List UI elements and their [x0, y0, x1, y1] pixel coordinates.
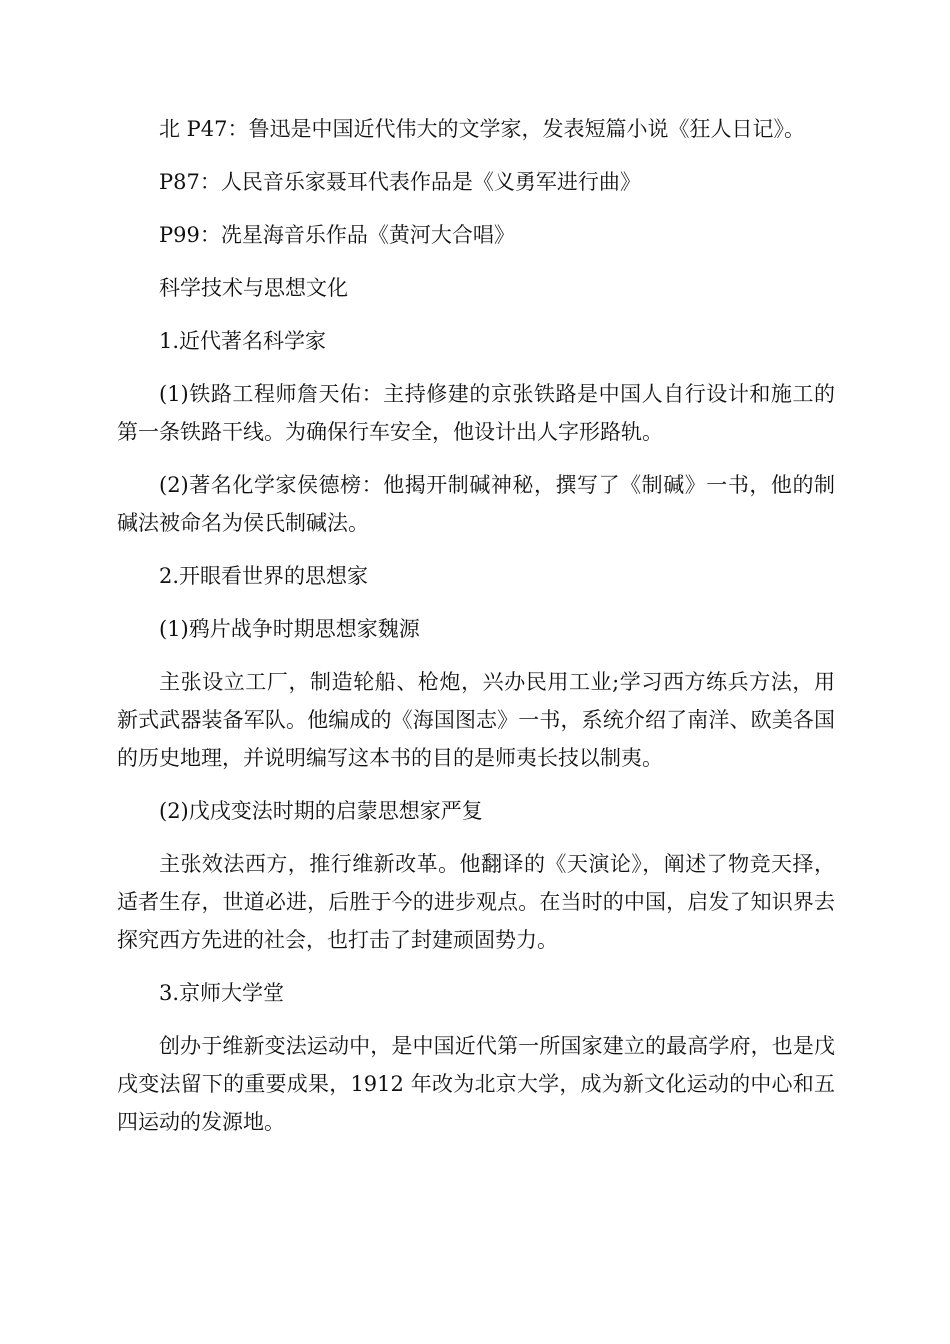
- subheading-jingshi-daxuetang: 3.京师大学堂: [159, 981, 285, 1005]
- paragraph-xianxinghai: P99：冼星海音乐作品《黄河大合唱》: [159, 223, 515, 247]
- paragraph-zhan-tianyou: (1)铁路工程师詹天佑：主持修建的京张铁路是中国人自行设计和施工的第一条铁路干线。为确保行车安全，他设计出人字形路轨。: [117, 382, 835, 444]
- subheading-wei-yuan: (1)鸦片战争时期思想家魏源: [159, 617, 420, 641]
- paragraph-yan-fu: 主张效法西方，推行维新改革。他翻译的《天演论》，阐述了物竞天择，适者生存，世道必进，后胜于今的进步观点。在当时的中国，启发了知识界去探究西方先进的社会，也打击了封建顽固势力。: [117, 852, 835, 952]
- paragraph-nieer: P87：人民音乐家聂耳代表作品是《义勇军进行曲》: [159, 170, 641, 194]
- subheading-yan-fu: (2)戊戌变法时期的启蒙思想家严复: [159, 799, 483, 823]
- paragraph-hou-debang: (2)著名化学家侯德榜：他揭开制碱神秘，撰写了《制碱》一书，他的制碱法被命名为侯氏制碱法。: [117, 473, 835, 535]
- paragraph-wei-yuan: 主张设立工厂，制造轮船、枪炮，兴办民用工业;学习西方练兵方法，用新式武器装备军队。他编成的《海国图志》一书，系统介绍了南洋、欧美各国的历史地理，并说明编写这本书的目的是师夷长技以制夷。: [117, 670, 835, 770]
- subheading-thinkers: 2.开眼看世界的思想家: [159, 564, 369, 588]
- paragraph-luxun: 北 P47：鲁迅是中国近代伟大的文学家，发表短篇小说《狂人日记》。: [159, 117, 806, 141]
- subheading-scientists: 1.近代著名科学家: [159, 329, 327, 353]
- document-body: [117, 110, 835, 1156]
- section-heading-science-culture: 科学技术与思想文化: [159, 276, 348, 300]
- paragraph-jingshi-daxuetang: 创办于维新变法运动中，是中国近代第一所国家建立的最高学府，也是戊戌变法留下的重要成果，1912 年改为北京大学，成为新文化运动的中心和五四运动的发源地。: [117, 1034, 835, 1134]
